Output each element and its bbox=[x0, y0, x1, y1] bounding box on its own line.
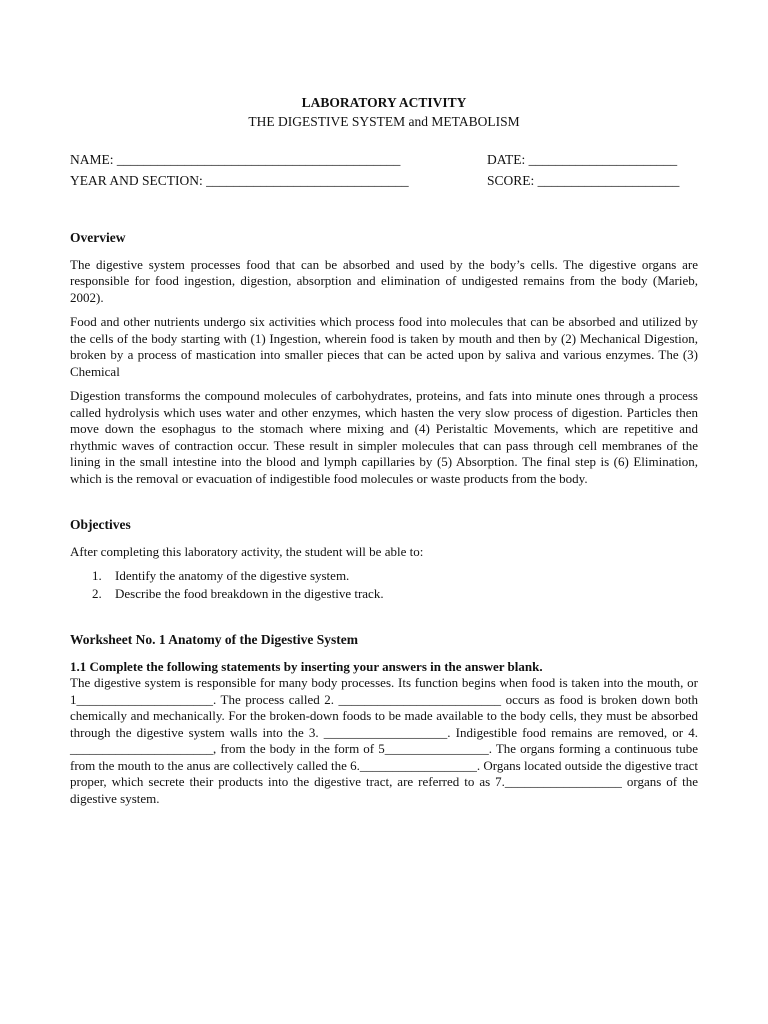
worksheet-paragraph: The digestive system is responsible for many body processes. Its function begins when food is taken into the mouth, or 1_____________________. The process called 2. _________________________ occurs as food is broken down both chemically and mechanically. For the broken-down foods to be made available to the body cells, they must be absorbed through the digestive system walls into the 3. ___________________. Indigestible food remains are removed, or 4. ______________________, from the body in the form of 5________________. The organs forming a continuous tube from the mouth to the anus are collectively called the 6.__________________. Organs located outside the digestive tract proper, which secrete their products into the digestive tract, are referred to as 7.__________________ organs of the digestive system. bbox=[70, 675, 698, 806]
document-content bbox=[70, 95, 698, 807]
student-info-fields bbox=[70, 152, 698, 192]
overview-paragraph-1: The digestive system processes food that can be absorbed and used by the body’s cells. The digestive organs are responsible for food ingestion, digestion, absorption and elimination of undigested remains from the body (Marieb, 2002). bbox=[70, 256, 698, 305]
list-item bbox=[70, 568, 698, 585]
list-item-number: 1. bbox=[92, 568, 102, 583]
title-block bbox=[70, 95, 698, 130]
objectives-intro: After completing this laboratory activity, the student will be able to: bbox=[70, 543, 424, 559]
document-subtitle: THE DIGESTIVE SYSTEM and METABOLISM bbox=[248, 113, 520, 129]
year-section-field: YEAR AND SECTION: ______________________________ bbox=[70, 173, 409, 188]
name-field: NAME: __________________________________________ bbox=[70, 152, 401, 167]
document-title: LABORATORY ACTIVITY bbox=[301, 95, 467, 110]
objectives-heading: Objectives bbox=[70, 517, 131, 532]
overview-heading: Overview bbox=[70, 230, 126, 245]
overview-section bbox=[70, 230, 698, 487]
worksheet-title: Worksheet No. 1 Anatomy of the Digestive System bbox=[70, 632, 358, 647]
overview-paragraph-2: Food and other nutrients undergo six activities which process food into molecules that can be absorbed and utilized by the cells of the body starting with (1) Ingestion, wherein food is taken by mouth and then by (2) Mechanical Digestion, broken by a process of mastication into smaller pieces that can be acted upon by saliva and various enzymes. The (3) Chemical bbox=[70, 314, 698, 379]
worksheet-section bbox=[70, 632, 698, 807]
objectives-section bbox=[70, 517, 698, 602]
list-item bbox=[70, 586, 698, 603]
objectives-list bbox=[70, 568, 698, 602]
list-item-text: Describe the food breakdown in the digestive track. bbox=[115, 585, 384, 601]
date-field: DATE: ______________________ bbox=[487, 152, 678, 167]
worksheet-instruction: 1.1 Complete the following statements by inserting your answers in the answer blank. bbox=[70, 658, 543, 674]
overview-paragraph-3: Digestion transforms the compound molecules of carbohydrates, proteins, and fats into minute ones through a process called hydrolysis which uses water and other enzymes, which hasten the very slow process of digestion. Particles then move down the esophagus to the stomach where mixing and (4) Peristaltic Movements, which are repetitive and rhythmic waves of contraction occur. These result in simpler molecules that can pass through cell membranes of the lining in the small intestine into the blood and lymph capillaries by (5) Absorption. The final step is (6) Elimination, which is the removal or evacuation of indigestible food molecules or waste products from the body. bbox=[70, 388, 698, 486]
score-field: SCORE: _____________________ bbox=[487, 173, 680, 188]
list-item-number: 2. bbox=[92, 585, 102, 601]
list-item-text: Identify the anatomy of the digestive system. bbox=[115, 568, 350, 583]
